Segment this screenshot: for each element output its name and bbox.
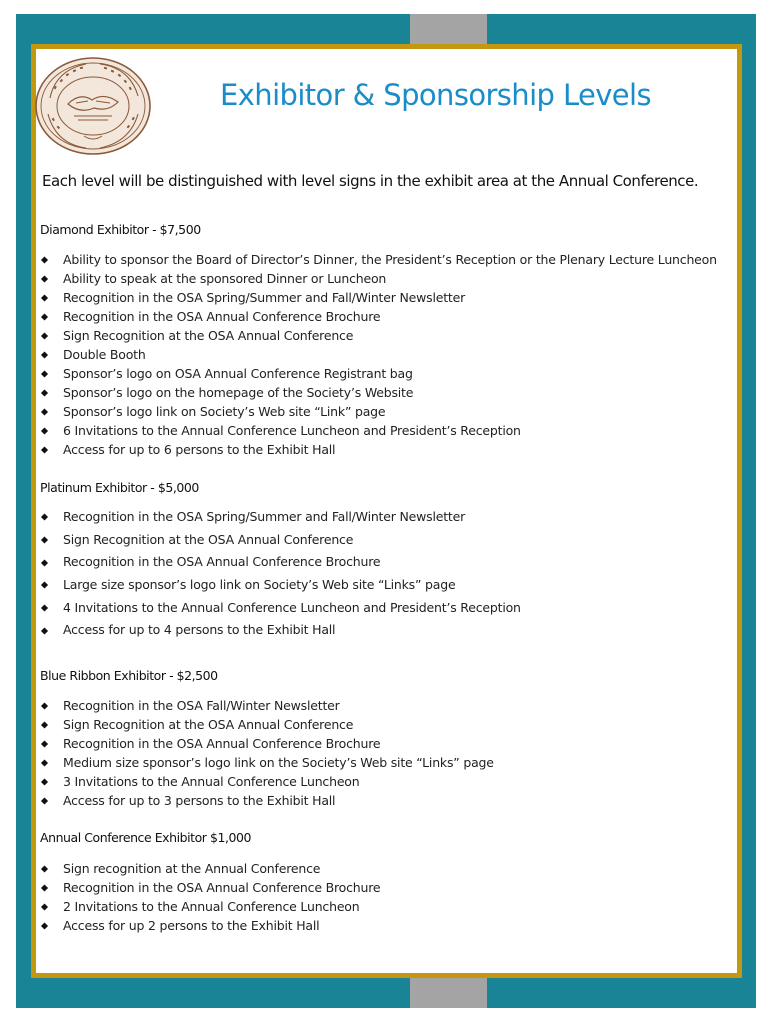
bullet-diamond-icon: [41, 884, 48, 891]
bullet-diamond-icon: [41, 256, 48, 263]
bullet-diamond-icon: [41, 778, 48, 785]
bullet-diamond-icon: [41, 759, 48, 766]
bullet-diamond-icon: [41, 313, 48, 320]
section-heading-diamond: Diamond Exhibitor - $7,500: [40, 222, 201, 237]
benefit-item: 6 Invitations to the Annual Conference Luncheon and President’s Reception: [40, 421, 717, 440]
section-heading-blue-ribbon: Blue Ribbon Exhibitor - $2,500: [40, 668, 218, 683]
bullet-diamond-icon: [41, 605, 48, 612]
bullet-diamond-icon: [41, 332, 48, 339]
benefit-item: Sign Recognition at the OSA Annual Conference: [40, 529, 521, 552]
benefit-item: Recognition in the OSA Fall/Winter Newsletter: [40, 696, 494, 715]
benefit-item: 3 Invitations to the Annual Conference Luncheon: [40, 772, 494, 791]
bullet-diamond-icon: [41, 370, 48, 377]
benefit-item: Recognition in the OSA Spring/Summer and Fall/Winter Newsletter: [40, 506, 521, 529]
bullet-diamond-icon: [41, 275, 48, 282]
bullet-diamond-icon: [41, 702, 48, 709]
benefit-list-diamond: [40, 250, 717, 459]
benefit-item: Sign recognition at the Annual Conference: [40, 859, 380, 878]
bullet-diamond-icon: [41, 514, 48, 521]
bullet-diamond-icon: [41, 582, 48, 589]
benefit-item: Recognition in the OSA Spring/Summer and Fall/Winter Newsletter: [40, 288, 717, 307]
benefit-item: Ability to sponsor the Board of Director’s Dinner, the President’s Reception or the Plenary Lecture Luncheon: [40, 250, 717, 269]
benefit-list-platinum: [40, 506, 521, 642]
bullet-diamond-icon: [41, 408, 48, 415]
page-title: Exhibitor & Sponsorship Levels: [220, 78, 652, 112]
bullet-diamond-icon: [41, 627, 48, 634]
bullet-diamond-icon: [41, 721, 48, 728]
benefit-item: 4 Invitations to the Annual Conference Luncheon and President’s Reception: [40, 597, 521, 620]
section-heading-platinum: Platinum Exhibitor - $5,000: [40, 480, 199, 495]
bullet-diamond-icon: [41, 389, 48, 396]
bullet-diamond-icon: [41, 536, 48, 543]
benefit-item: Access for up to 4 persons to the Exhibit Hall: [40, 619, 521, 642]
benefit-list-blue-ribbon: [40, 696, 494, 810]
bullet-diamond-icon: [41, 922, 48, 929]
benefit-item: 2 Invitations to the Annual Conference Luncheon: [40, 897, 380, 916]
bullet-diamond-icon: [41, 797, 48, 804]
bullet-diamond-icon: [41, 740, 48, 747]
benefit-item: Ability to speak at the sponsored Dinner or Luncheon: [40, 269, 717, 288]
benefit-item: Access for up 2 persons to the Exhibit Hall: [40, 916, 380, 935]
benefit-item: Sponsor’s logo link on Society’s Web site “Link” page: [40, 402, 717, 421]
benefit-item: Recognition in the OSA Annual Conference Brochure: [40, 551, 521, 574]
benefit-item: Sign Recognition at the OSA Annual Conference: [40, 326, 717, 345]
benefit-item: Recognition in the OSA Annual Conference Brochure: [40, 307, 717, 326]
benefit-item: Sponsor’s logo on the homepage of the Society’s Website: [40, 383, 717, 402]
benefit-item: Sign Recognition at the OSA Annual Conference: [40, 715, 494, 734]
benefit-item: Access for up to 3 persons to the Exhibit Hall: [40, 791, 494, 810]
benefit-item: Sponsor’s logo on OSA Annual Conference Registrant bag: [40, 364, 717, 383]
bullet-diamond-icon: [41, 903, 48, 910]
benefit-item: Medium size sponsor’s logo link on the Society’s Web site “Links” page: [40, 753, 494, 772]
benefit-item: Recognition in the OSA Annual Conference Brochure: [40, 734, 494, 753]
bullet-diamond-icon: [41, 446, 48, 453]
benefit-item: Access for up to 6 persons to the Exhibit Hall: [40, 440, 717, 459]
society-seal-logo: [34, 56, 152, 156]
bullet-diamond-icon: [41, 559, 48, 566]
benefit-item: Large size sponsor’s logo link on Society’s Web site “Links” page: [40, 574, 521, 597]
bullet-diamond-icon: [41, 351, 48, 358]
bullet-diamond-icon: [41, 427, 48, 434]
gray-tab-bottom: [410, 977, 487, 1008]
intro-text: Each level will be distinguished with level signs in the exhibit area at the Annual Conference.: [42, 172, 699, 190]
benefit-item: Recognition in the OSA Annual Conference Brochure: [40, 878, 380, 897]
gray-tab-top: [410, 14, 487, 46]
bullet-diamond-icon: [41, 865, 48, 872]
section-heading-annual-conference: Annual Conference Exhibitor $1,000: [40, 830, 252, 845]
benefit-list-annual-conference: [40, 859, 380, 935]
bullet-diamond-icon: [41, 294, 48, 301]
benefit-item: Double Booth: [40, 345, 717, 364]
